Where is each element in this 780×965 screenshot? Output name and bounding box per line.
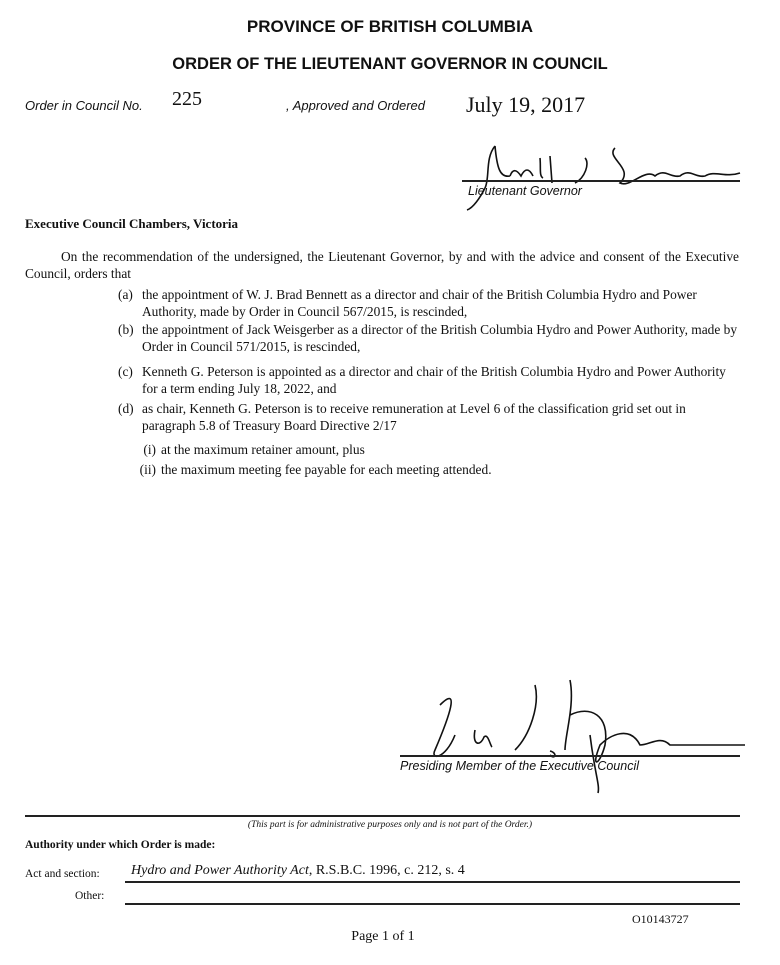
act-line bbox=[125, 881, 740, 883]
sub-item-ii: (ii) the maximum meeting fee payable for each meeting attended. bbox=[139, 462, 492, 477]
province-title: PROVINCE OF BRITISH COLUMBIA bbox=[246, 17, 534, 36]
intro-paragraph: On the recommendation of the undersigned, the Lieutenant Governor, by and with the advice and consent of the Executive Council, orders that bbox=[25, 249, 739, 281]
approved-label: , Approved and Ordered bbox=[286, 98, 425, 113]
order-title: ORDER OF THE LIEUTENANT GOVERNOR IN COUNCIL bbox=[172, 55, 608, 73]
other-label: Other: bbox=[75, 890, 105, 902]
presiding-signature bbox=[400, 675, 745, 795]
admin-divider bbox=[25, 815, 740, 817]
list-item-b: (b) the appointment of Jack Weisgerber as a director of the British Columbia Hydro and Power Authority, made by Order in Council 571/2015, is rescinded, bbox=[118, 322, 738, 354]
lt-governor-title: Lieutenant Governor bbox=[468, 184, 582, 198]
location: Executive Council Chambers, Victoria bbox=[25, 216, 239, 231]
admin-note: (This part is for administrative purposes only and is not part of the Order.) bbox=[247, 820, 533, 830]
lt-governor-signature bbox=[455, 138, 755, 213]
act-value: Hydro and Power Authority Act, R.S.B.C. 1996, c. 212, s. 4 bbox=[131, 863, 465, 878]
list-item-d: (d) as chair, Kenneth G. Peterson is to receive remuneration at Level 6 of the classification grid set out in paragraph 5.8 of Treasury Board Directive 2/17 bbox=[118, 401, 686, 433]
presiding-signature-line bbox=[400, 755, 740, 757]
order-number-label: Order in Council No. bbox=[25, 98, 143, 113]
list-item-c: (c) Kenneth G. Peterson is appointed as a director and chair of the British Columbia Hydro and Power Authority for a term ending July 18, 2022, and bbox=[118, 364, 726, 396]
approval-date: July 19, 2017 bbox=[466, 92, 586, 117]
authority-heading: Authority under which Order is made: bbox=[25, 839, 216, 851]
presiding-title: Presiding Member of the Executive Council bbox=[400, 759, 640, 773]
act-label: Act and section: bbox=[25, 868, 100, 880]
document-code: O10143727 bbox=[632, 912, 689, 926]
page-number: Page 1 of 1 bbox=[351, 929, 415, 944]
sub-item-i: (i) at the maximum retainer amount, plus bbox=[143, 442, 365, 457]
lt-governor-signature-line bbox=[462, 180, 740, 182]
other-line bbox=[125, 903, 740, 905]
order-number: 225 bbox=[172, 88, 202, 110]
list-item-a: (a) the appointment of W. J. Brad Bennett as a director and chair of the British Columbia Hydro and Power Authority, made by Order in Council 567/2015, is rescinded, bbox=[118, 287, 697, 319]
